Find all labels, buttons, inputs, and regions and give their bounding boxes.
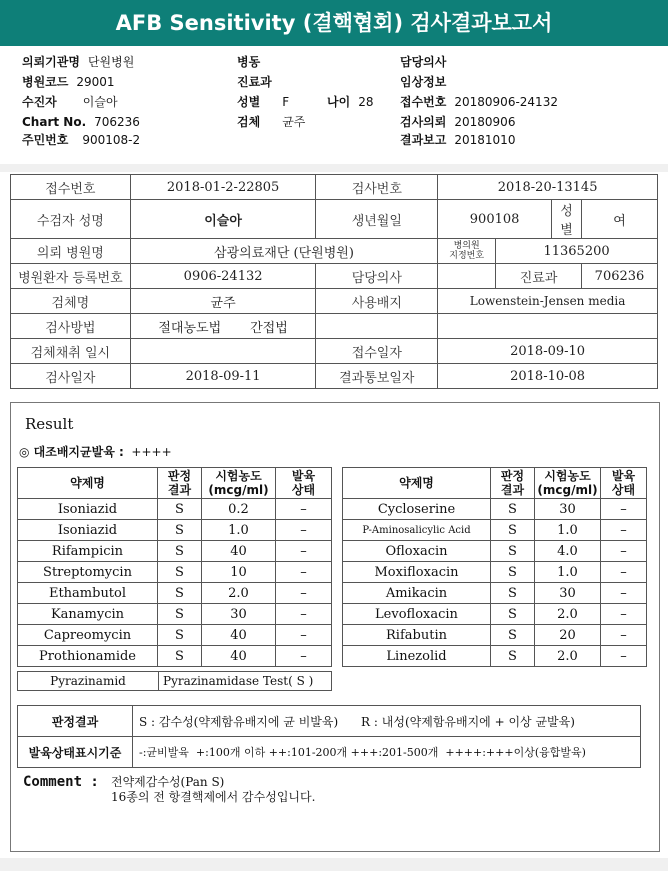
legend-table <box>17 705 641 768</box>
header-judge: 판정 결과 <box>158 468 202 499</box>
table-row <box>11 289 658 314</box>
test-no-label: 검사번호 <box>316 175 438 200</box>
drug-growth-cell: – <box>276 583 332 604</box>
drug-growth-cell: – <box>601 583 647 604</box>
drug-drug-cell: Rifampicin <box>18 541 158 562</box>
collect-value <box>130 339 316 364</box>
drug-result-cell: S <box>158 583 202 604</box>
header-conc: 시험농도 (mcg/ml) <box>202 468 276 499</box>
header-judge: 판정 결과 <box>491 468 535 499</box>
result-section <box>10 402 660 852</box>
info-specimen: 검체 균주 <box>237 115 306 129</box>
test-date-value: 2018-09-11 <box>130 364 316 389</box>
designated-label: 병의원 지정번호 <box>438 239 496 264</box>
result-title: Result <box>25 415 74 433</box>
drug-row <box>18 583 647 604</box>
drug-growth-cell: – <box>601 562 647 583</box>
drug-row <box>18 541 647 562</box>
drug-growth-cell: – <box>276 562 332 583</box>
birth-label: 생년월일 <box>316 200 438 239</box>
table-row <box>11 364 658 389</box>
reg-no-value: 2018-01-2-22805 <box>130 175 316 200</box>
info-chart-no: Chart No. 706236 <box>22 115 140 129</box>
patient-value: 이슬아 <box>130 200 316 239</box>
dept-label: 진료과 <box>496 264 582 289</box>
collect-label: 검체채취 일시 <box>11 339 131 364</box>
drug-row <box>18 625 647 646</box>
info-patient: 수진자 이슬아 <box>22 95 118 109</box>
medium-value: Lowenstein-Jensen media <box>438 289 658 314</box>
drug-drug-cell: P-Aminosalicylic Acid <box>343 520 491 541</box>
drug-growth-cell: – <box>601 541 647 562</box>
growth-legend-label: 발육상태표시기준 <box>18 737 133 768</box>
drug-drug-cell: Prothionamide <box>18 646 158 667</box>
drug-conc-cell: 20 <box>535 625 601 646</box>
drug-conc-cell: 2.0 <box>535 604 601 625</box>
info-doctor: 담당의사 <box>400 55 447 69</box>
drug-drug-cell: Amikacin <box>343 583 491 604</box>
info-reg-no: 접수번호 20180906-24132 <box>400 95 558 109</box>
drug-growth-cell: – <box>276 541 332 562</box>
drug-result-cell: S <box>491 625 535 646</box>
drug-growth-cell: – <box>601 625 647 646</box>
drug-sensitivity-table <box>17 467 647 667</box>
comment-block <box>23 774 316 804</box>
drug-drug-cell: Levofloxacin <box>343 604 491 625</box>
drug-result-cell: S <box>491 541 535 562</box>
drug-drug-cell: Cycloserine <box>343 499 491 520</box>
drug-growth-cell: – <box>601 520 647 541</box>
drug-result-cell: S <box>158 604 202 625</box>
table-row <box>18 737 641 768</box>
drug-result-cell: S <box>491 520 535 541</box>
drug-drug-cell: Capreomycin <box>18 625 158 646</box>
drug-conc-cell: 0.2 <box>202 499 276 520</box>
pyrazinamide-table <box>17 671 332 691</box>
pyrazinamide-drug: Pyrazinamid <box>18 672 159 691</box>
header-growth: 발육 상태 <box>601 468 647 499</box>
drug-row <box>18 499 647 520</box>
drug-conc-cell: 30 <box>535 499 601 520</box>
table-row <box>11 314 658 339</box>
drug-growth-cell: – <box>276 646 332 667</box>
drug-result-cell: S <box>491 604 535 625</box>
doctor-value <box>438 264 496 289</box>
drug-drug-cell: Streptomycin <box>18 562 158 583</box>
comment-text: 전약제감수성(Pan S) 16종의 전 항결핵제에서 감수성입니다. <box>111 775 316 804</box>
drug-conc-cell: 10 <box>202 562 276 583</box>
medium-label: 사용배지 <box>316 289 438 314</box>
patient-label: 수검자 성명 <box>11 200 131 239</box>
drug-drug-cell: Isoniazid <box>18 520 158 541</box>
drug-conc-cell: 30 <box>535 583 601 604</box>
received-label: 접수일자 <box>316 339 438 364</box>
table-row <box>11 264 658 289</box>
doctor-label: 담당의사 <box>316 264 438 289</box>
drug-conc-cell: 40 <box>202 541 276 562</box>
drug-drug-cell: Ethambutol <box>18 583 158 604</box>
drug-growth-cell: – <box>601 604 647 625</box>
reg-no-label: 접수번호 <box>11 175 131 200</box>
drug-result-cell: S <box>158 646 202 667</box>
table-row <box>11 339 658 364</box>
drug-conc-cell: 2.0 <box>202 583 276 604</box>
table-row <box>11 200 658 239</box>
birth-value: 900108 <box>438 200 552 239</box>
pyrazinamide-test: Pyrazinamidase Test( S ) <box>159 672 332 691</box>
info-hospital-name: 의뢰기관명 단원병원 <box>22 55 135 69</box>
table-row <box>11 175 658 200</box>
info-age: 나이 28 <box>327 95 374 109</box>
drug-row <box>18 604 647 625</box>
drug-growth-cell: – <box>601 499 647 520</box>
report-title: AFB Sensitivity (결핵협회) 검사결과보고서 <box>0 0 668 46</box>
method-label: 검사방법 <box>11 314 131 339</box>
info-clinical: 임상정보 <box>400 75 447 89</box>
test-date-label: 검사일자 <box>11 364 131 389</box>
info-resident-no: 주민번호 900108-2 <box>22 133 141 147</box>
drug-row <box>18 520 647 541</box>
drug-growth-cell: – <box>276 520 332 541</box>
patient-reg-value: 0906-24132 <box>130 264 316 289</box>
drug-result-cell: S <box>491 499 535 520</box>
drug-drug-cell: Linezolid <box>343 646 491 667</box>
header-growth: 발육 상태 <box>276 468 332 499</box>
table-row <box>18 672 332 691</box>
drug-drug-cell: Rifabutin <box>343 625 491 646</box>
drug-result-cell: S <box>158 562 202 583</box>
table-row <box>11 239 658 264</box>
judge-legend-label: 판정결과 <box>18 706 133 737</box>
drug-conc-cell: 1.0 <box>535 520 601 541</box>
info-department: 진료과 <box>237 75 272 89</box>
table-row <box>18 706 641 737</box>
comment-label: Comment : <box>23 774 99 790</box>
info-sex: 성별 F <box>237 95 290 109</box>
info-ward: 병동 <box>237 55 261 69</box>
drug-conc-cell: 30 <box>202 604 276 625</box>
dept-value: 706236 <box>582 264 658 289</box>
drug-table-header <box>18 468 647 499</box>
info-request-date: 검사의뢰 20180906 <box>400 115 516 129</box>
drug-growth-cell: – <box>276 625 332 646</box>
drug-result-cell: S <box>491 562 535 583</box>
drug-conc-cell: 4.0 <box>535 541 601 562</box>
drug-result-cell: S <box>158 541 202 562</box>
drug-growth-cell: – <box>601 646 647 667</box>
drug-growth-cell: – <box>276 499 332 520</box>
drug-result-cell: S <box>158 625 202 646</box>
separator <box>0 164 668 172</box>
footer-band <box>0 858 668 871</box>
designated-value: 11365200 <box>496 239 658 264</box>
patient-reg-label: 병원환자 등록번호 <box>11 264 131 289</box>
notify-label: 결과통보일자 <box>316 364 438 389</box>
info-hospital-code: 병원코드 29001 <box>22 75 115 89</box>
drug-drug-cell: Moxifloxacin <box>343 562 491 583</box>
report-info-table <box>10 174 658 389</box>
control-growth: ◎ 대조배지균발육 : ++++ <box>19 445 172 459</box>
drug-result-cell: S <box>491 646 535 667</box>
method-value: 절대농도법 간접법 <box>130 314 316 339</box>
drug-result-cell: S <box>158 499 202 520</box>
drug-result-cell: S <box>491 583 535 604</box>
drug-result-cell: S <box>158 520 202 541</box>
drug-drug-cell: Kanamycin <box>18 604 158 625</box>
drug-row <box>18 646 647 667</box>
info-report-date: 결과보고 20181010 <box>400 133 516 147</box>
sex-label: 성별 <box>552 200 582 239</box>
drug-drug-cell: Isoniazid <box>18 499 158 520</box>
drug-conc-cell: 1.0 <box>535 562 601 583</box>
header-drug: 약제명 <box>343 468 491 499</box>
test-no-value: 2018-20-13145 <box>438 175 658 200</box>
drug-growth-cell: – <box>276 604 332 625</box>
sex-value: 여 <box>582 200 658 239</box>
drug-conc-cell: 1.0 <box>202 520 276 541</box>
notify-value: 2018-10-08 <box>438 364 658 389</box>
header-drug: 약제명 <box>18 468 158 499</box>
drug-row <box>18 562 647 583</box>
drug-conc-cell: 2.0 <box>535 646 601 667</box>
judge-legend-value: S : 감수성(약제함유배지에 균 비발육) R : 내성(약제함유배지에 + 이상 균발육) <box>133 706 641 737</box>
specimen-label: 검체명 <box>11 289 131 314</box>
drug-conc-cell: 40 <box>202 625 276 646</box>
growth-legend-value: -:균비발육 +:100개 이하 ++:101-200개 +++:201-500개 ++++:+++이상(융합발육) <box>133 737 641 768</box>
hospital-label: 의뢰 병원명 <box>11 239 131 264</box>
drug-conc-cell: 40 <box>202 646 276 667</box>
specimen-value: 균주 <box>130 289 316 314</box>
hospital-value: 삼광의료재단 (단원병원) <box>130 239 437 264</box>
header-conc: 시험농도 (mcg/ml) <box>535 468 601 499</box>
received-value: 2018-09-10 <box>438 339 658 364</box>
drug-drug-cell: Ofloxacin <box>343 541 491 562</box>
